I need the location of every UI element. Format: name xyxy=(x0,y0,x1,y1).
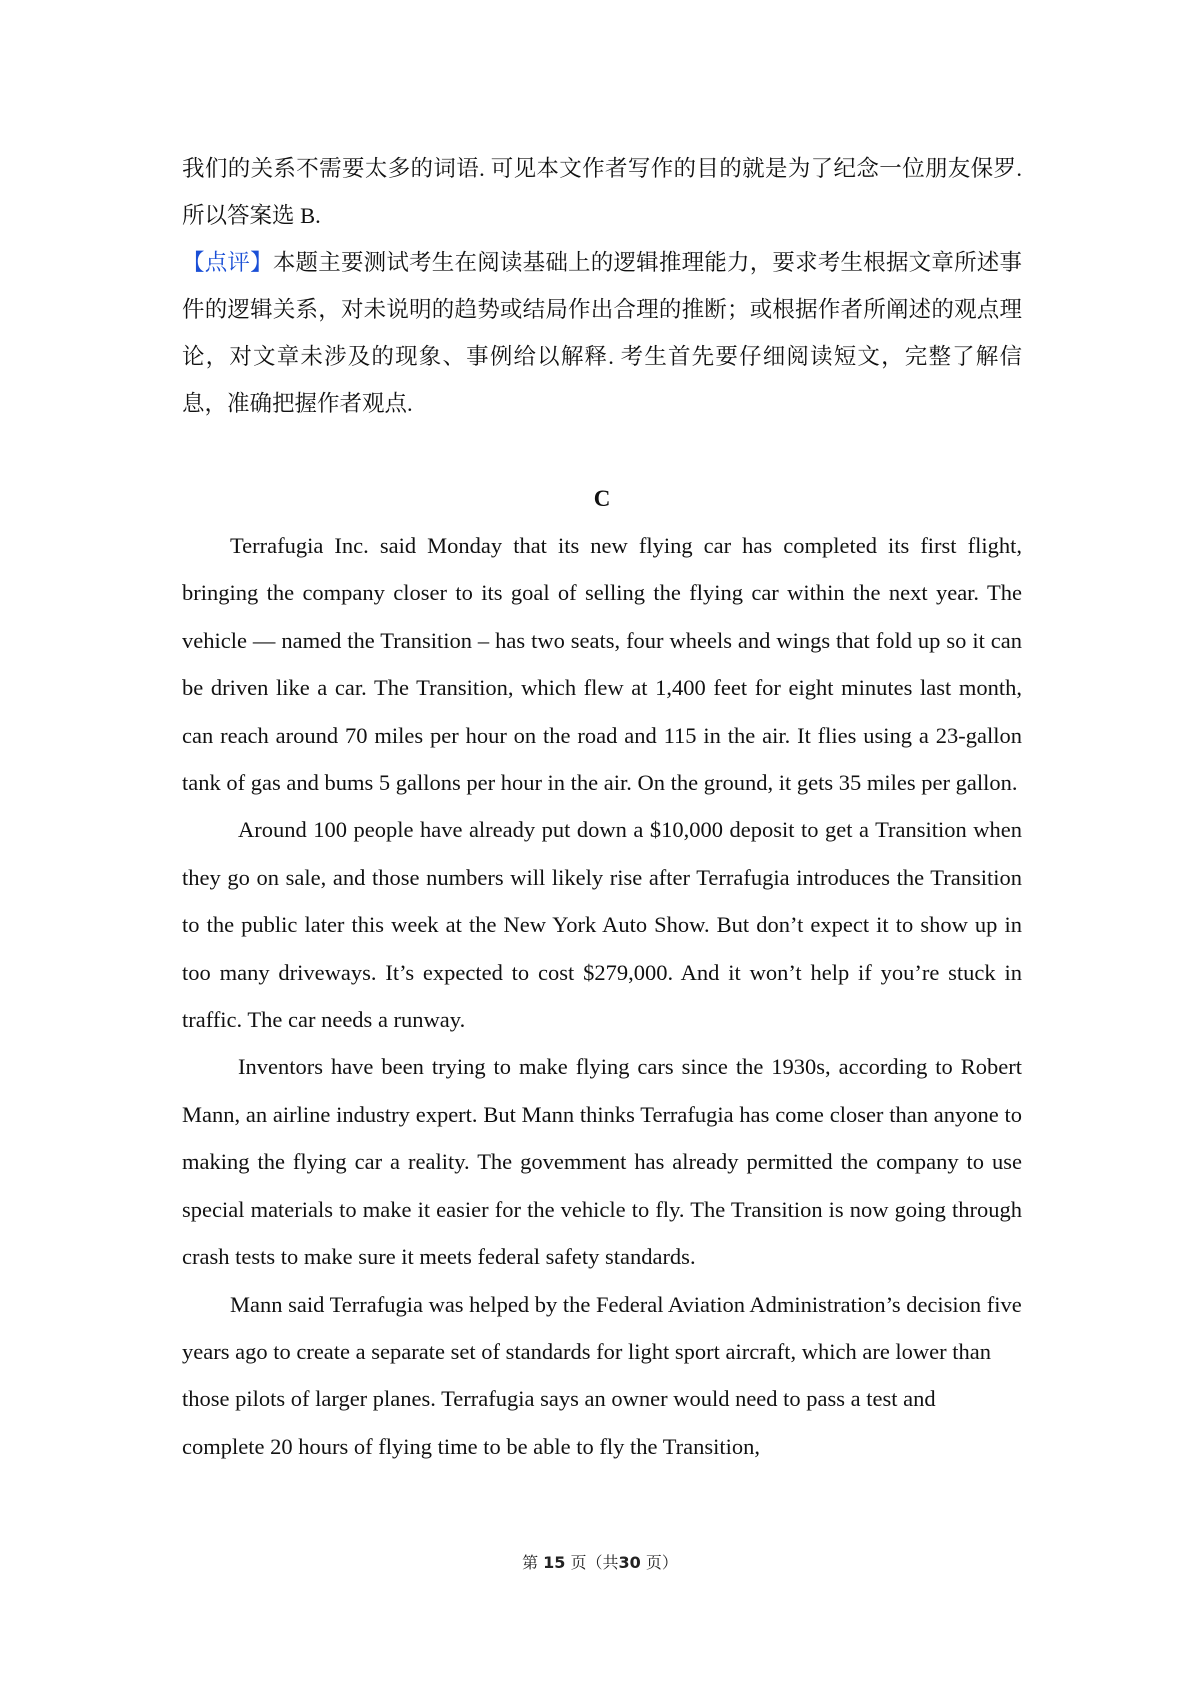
passage-paragraph-4: Mann said Terrafugia was helped by the Federal Aviation Administration’s decision five years ago to create a separate set of standards for light sport aircraft, which are lower than those pilots of larger planes. Terrafugia says an owner would need to pass a test and complete 20 hours of flying time to be able to fly the Transition, xyxy=(182,1291,1022,1459)
footer-suffix: 页） xyxy=(645,1553,678,1572)
section-heading: C xyxy=(593,486,611,511)
footer-page-number: 15 xyxy=(543,1553,566,1572)
comment-paragraph xyxy=(182,239,1022,427)
answer-explanation-text: 我们的关系不需要太多的词语. 可见本文作者写作的目的就是为了纪念一位朋友保罗. 所以答案选 B. xyxy=(182,156,1022,228)
footer-total-pages: 30 xyxy=(618,1553,641,1572)
comment-text: 本题主要测试考生在阅读基础上的逻辑推理能力，要求考生根据文章所述事件的逻辑关系，对未说明的趋势或结局作出合理的推断；或根据作者所阐述的观点理论，对文章未涉及的现象、事例给以解释. 考生首先要仔细阅读短文，完整了解信息，准确把握作者观点. xyxy=(182,250,1022,416)
footer-prefix: 第 xyxy=(522,1553,539,1572)
passage-paragraph-2: Around 100 people have already put down a $10,000 deposit to get a Transition when they go on sale, and those numbers will likely rise after Terrafugia introduces the Transition to the public later this week at the New York Auto Show. But don’t expect it to show up in too many driveways. It’s expected to cost $279,000. And it won’t help if you’re stuck in traffic. The car needs a runway. xyxy=(182,817,1022,1033)
comment-tag: 【点评】 xyxy=(182,250,273,275)
footer-middle: 页（共 xyxy=(570,1553,619,1572)
passage-paragraph-1: Terrafugia Inc. said Monday that its new flying car has completed its first flight, bringing the company closer to its goal of selling the flying car within the next year. The vehicle — named the Transition – has two seats, four wheels and wings that fold up so it can be driven like a car. The Transition, which flew at 1,400 feet for eight minutes last month, can reach around 70 miles per hour on the road and 115 in the air. It flies using a 23-gallon tank of gas and bums 5 gallons per hour in the air. On the ground, it gets 35 miles per gallon. xyxy=(182,533,1022,796)
page-content xyxy=(182,145,1022,1470)
passage-paragraph-3: Inventors have been trying to make flying cars since the 1930s, according to Robert Mann, an airline industry expert. But Mann thinks Terrafugia has come closer than anyone to making the flying car a reality. The govemment has already permitted the company to use special materials to make it easier for the vehicle to fly. The Transition is now going through crash tests to make sure it meets federal safety standards. xyxy=(182,1054,1022,1270)
page-footer xyxy=(0,1550,1200,1573)
